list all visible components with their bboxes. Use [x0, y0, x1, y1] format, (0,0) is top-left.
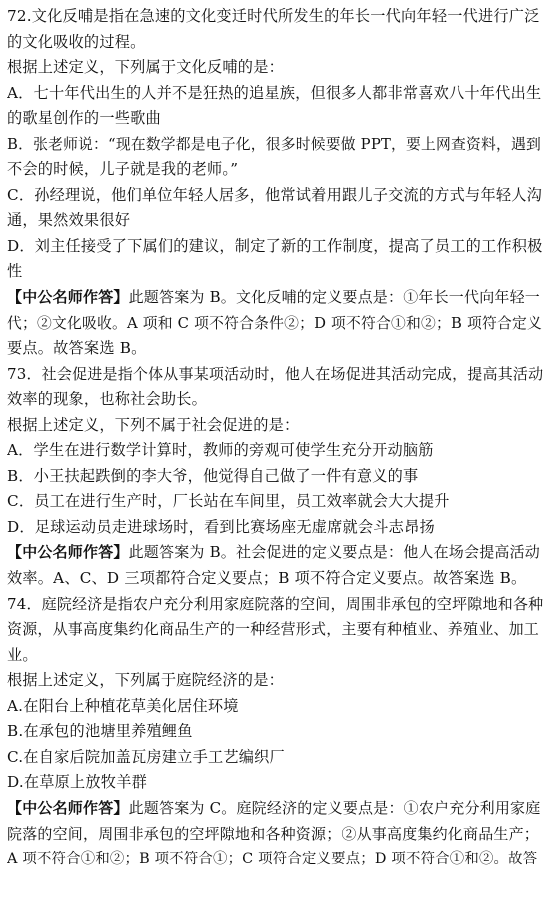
text-line: 资源，从事高度集约化商品生产的一种经营形式，主要有种植业、养殖业、加工 [7, 620, 540, 639]
text-line: 的文化吸收的过程。 [7, 32, 146, 51]
text-line: 代；②文化吸收。A 项和 C 项不符合条件②；D 项不符合①和②；B 项符合定义 [7, 314, 542, 332]
text-line: B.在承包的池塘里养殖鲤鱼 [7, 722, 193, 741]
text-line: 根据上述定义，下列不属于社会促进的是： [7, 415, 300, 434]
text-line: D.在草原上放牧羊群 [7, 773, 147, 792]
text-line: A．学生在进行数学计算时，教师的旁观可使学生充分开动脑筋 [7, 441, 434, 460]
text-line: 74．庭院经济是指农户充分利用家庭院落的空间，周围非承包的空坪隙地和各种 [7, 594, 544, 613]
text-line: 性 [7, 262, 23, 281]
text-line: C．孙经理说，他们单位年轻人居多，他常试着用跟儿子交流的方式与年轻人沟 [7, 185, 542, 204]
answer-text: 此题答案为 B。社会促进的定义要点是：他人在场会提高活动 [128, 543, 541, 562]
text-line: A 项不符合①和②；B 项不符合①；C 项符合定义要点；D 项不符合①和②。故答 [7, 851, 538, 868]
text-line: C．员工在进行生产时，厂长站在车间里，员工效率就会大大提升 [7, 492, 450, 511]
answer-text: 此题答案为 C。庭院经济的定义要点是：①农户充分利用家庭 [128, 798, 541, 817]
text-line: D．足球运动员走进球场时，看到比赛场座无虚席就会斗志昂扬 [7, 517, 435, 536]
text-line: 业。 [7, 645, 38, 664]
answer-tag: 【中公名师作答】 [7, 288, 129, 307]
text-line: 的歌星创作的一些歌曲 [7, 109, 161, 128]
text-line: A．七十年代出生的人并不是狂热的追星族，但很多人都非常喜欢八十年代出生 [7, 83, 542, 102]
text-line: A.在阳台上种植花草美化居住环境 [7, 696, 239, 715]
text-line: 73．社会促进是指个体从事某项活动时，他人在场促进其活动完成，提高其活动 [7, 364, 544, 383]
text-line: D．刘主任接受了下属们的建议，制定了新的工作制度，提高了员工的工作积极 [7, 236, 543, 255]
text-line: B．小王扶起跌倒的李大爷，他觉得自己做了一件有意义的事 [7, 466, 419, 485]
answer-tag: 【中公名师作答】 [7, 798, 129, 817]
text-line: 根据上述定义，下列属于文化反哺的是： [7, 58, 284, 77]
answer-text: 此题答案为 B。文化反哺的定义要点是：①年长一代向年轻一 [128, 288, 541, 307]
text-line: 72.文化反哺是指在急速的文化变迁时代所发生的年长一代向年轻一代进行广泛 [7, 7, 540, 25]
text-line: 通，果然效果很好 [7, 211, 131, 230]
text-line: 效率。A、C、D 三项都符合定义要点；B 项不符合定义要点。故答案选 B。 [7, 569, 527, 588]
text-line: 院落的空间，周围非承包的空坪隙地和各种资源；②从事高度集约化商品生产； [7, 824, 540, 843]
text-line: 不会的时候，儿子就是我的老师。” [7, 160, 239, 179]
text-line: 根据上述定义，下列属于庭院经济的是： [7, 671, 284, 690]
text-line: C.在自家后院加盖瓦房建立手工艺编织厂 [7, 747, 285, 766]
text-line: B．张老师说：“现在数学都是电子化，很多时候要做 PPT，要上网查资料，遇到 [7, 135, 542, 153]
text-line: 效率的现象，也称社会助长。 [7, 390, 208, 409]
answer-line [7, 796, 544, 822]
text-line: 要点。故答案选 B。 [7, 339, 147, 358]
answer-line [7, 540, 544, 566]
answer-line [7, 285, 544, 311]
answer-tag: 【中公名师作答】 [7, 543, 129, 562]
